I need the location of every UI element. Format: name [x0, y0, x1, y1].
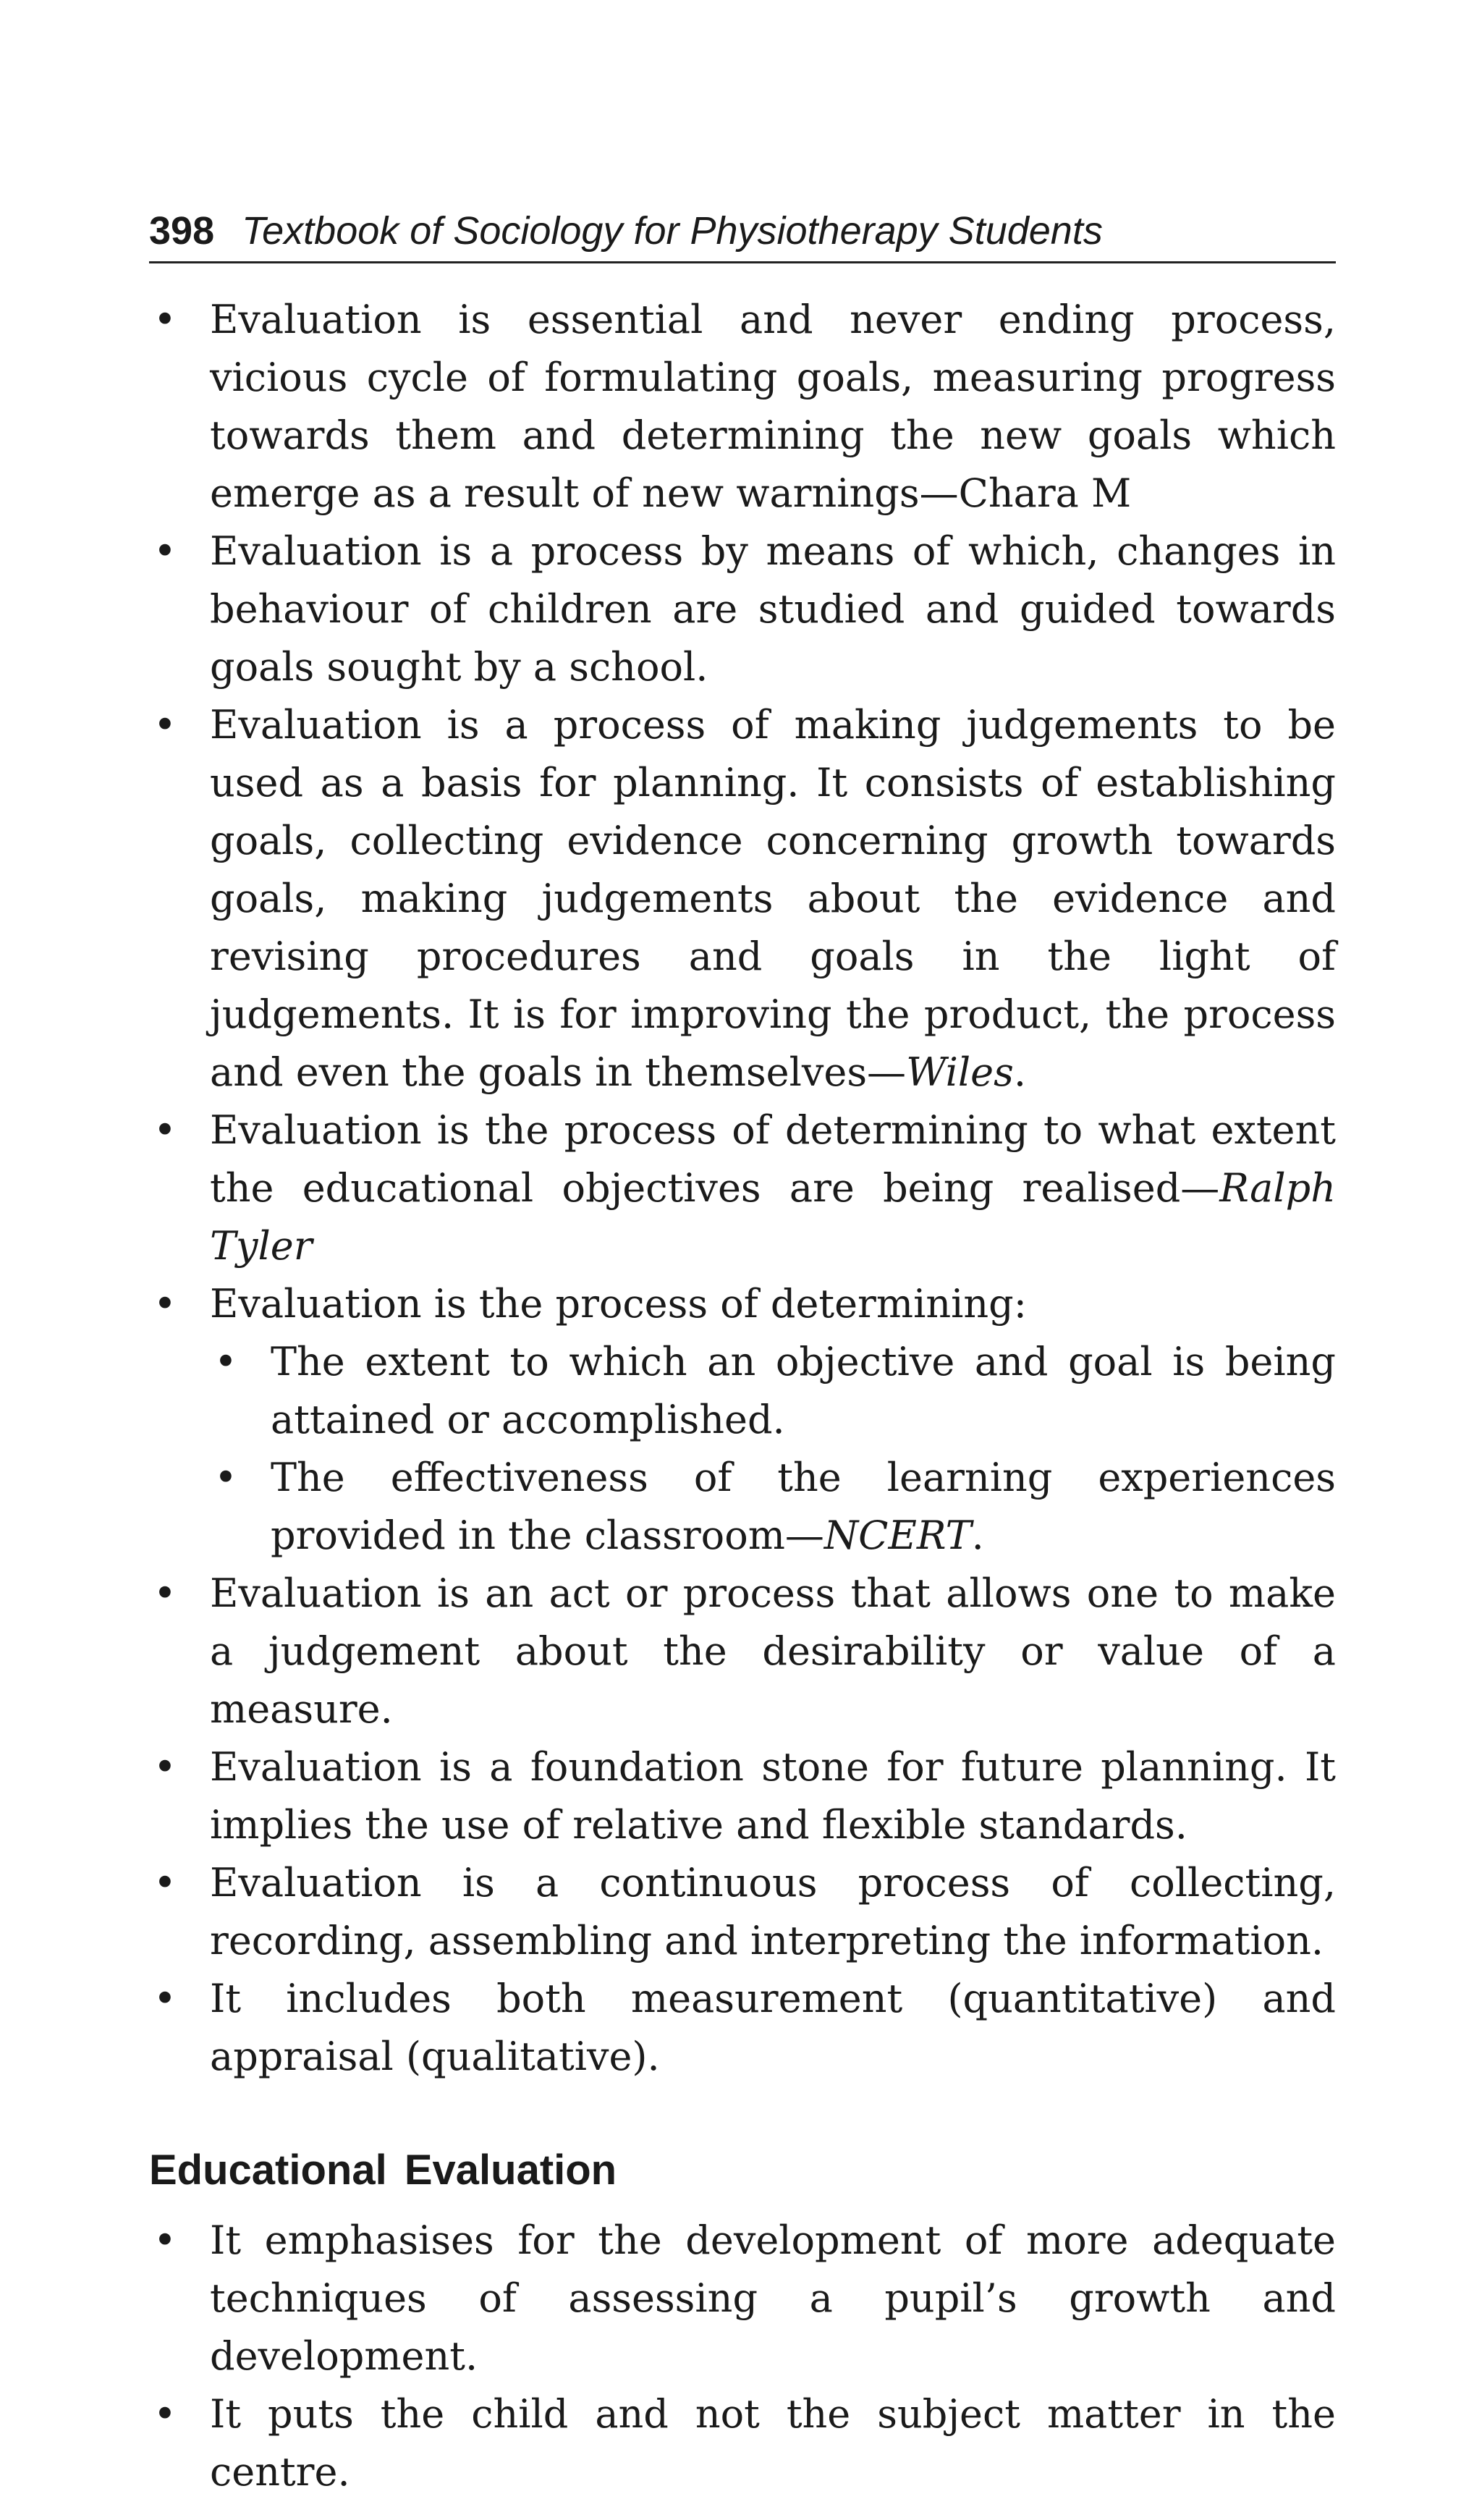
- bullet-icon: •: [214, 1339, 237, 1385]
- bullet-icon: •: [153, 528, 177, 575]
- list-item: [149, 1565, 1336, 1738]
- list-item-text: Evaluation is a process of making judgements to be used as a basis for planning. It consists of establishing goals, collecting evidence concerning growth towards goals, making judgements about the evidence and revising procedures and goals in the light of judgements. It is for improving the product, the process and even the goals in themselves—: [210, 702, 1336, 1096]
- list-item-text: It emphasises for the development of more adequate techniques of assessing a pupil’s growth and development.: [210, 2217, 1336, 2380]
- bullet-icon: •: [153, 1107, 177, 1154]
- list-item-text: Evaluation is essential and never ending process, vicious cycle of formulating goals, measuring progress towards them and determining the new goals which emerge as a result of new warnings—Chara M: [210, 297, 1336, 517]
- bullet-icon: •: [153, 1976, 177, 2022]
- sub-list-item-text: The effectiveness of the learning experiences provided in the classroom—: [271, 1455, 1336, 1559]
- book-page: [149, 210, 1336, 2501]
- list-item: [149, 1275, 1336, 1565]
- page-number: 398: [149, 209, 215, 253]
- quote-author: Wiles: [906, 1049, 1014, 1096]
- quote-author: NCERT: [823, 1513, 972, 1559]
- list-item-text: It puts the child and not the subject matter in the centre.: [210, 2391, 1336, 2495]
- bullet-icon: •: [153, 702, 177, 748]
- list-item-text: Evaluation is a process by means of which, changes in behaviour of children are studied and guided towards goals sought by a school.: [210, 528, 1336, 690]
- section-heading: Educational Evaluation: [149, 2147, 617, 2194]
- list-item-text: Evaluation is a continuous process of collecting, recording, assembling and interpreting the information.: [210, 1860, 1336, 1964]
- list-item-text: Evaluation is the process of determining to what extent the educational objectives are being realised—: [210, 1107, 1336, 1212]
- bullet-icon: •: [153, 1860, 177, 1906]
- book-title: Textbook of Sociology for Physiotherapy Students: [242, 209, 1103, 253]
- bullet-icon: •: [153, 1744, 177, 1790]
- definitions-list: [149, 291, 1336, 2086]
- bullet-icon: •: [153, 2217, 177, 2264]
- body-text: [149, 291, 1336, 2501]
- running-header: [149, 210, 1336, 263]
- list-item: [149, 2385, 1336, 2501]
- bullet-icon: •: [153, 2391, 177, 2437]
- sub-list-item-text: The extent to which an objective and goal is being attained or accomplished.: [271, 1339, 1336, 1443]
- list-item-text: Evaluation is a foundation stone for future planning. It implies the use of relative and flexible standards.: [210, 1744, 1336, 1848]
- list-item-text: Evaluation is the process of determining:: [210, 1281, 1027, 1327]
- list-item: [149, 1102, 1336, 1275]
- sub-list-item: [210, 1449, 1336, 1565]
- list-item-text: Evaluation is an act or process that allows one to make a judgement about the desirability or value of a measure.: [210, 1570, 1336, 1733]
- punctuation: .: [971, 1513, 984, 1559]
- list-item: [149, 1738, 1336, 1854]
- bullet-icon: •: [153, 297, 177, 343]
- list-item: [149, 2212, 1336, 2385]
- bullet-icon: •: [153, 1570, 177, 1617]
- punctuation: .: [1013, 1049, 1026, 1096]
- list-item: [149, 1854, 1336, 1970]
- sub-list: [210, 1333, 1336, 1565]
- list-item: [149, 696, 1336, 1102]
- list-item: [149, 1970, 1336, 2086]
- sub-list-item: [210, 1333, 1336, 1449]
- bullet-icon: •: [214, 1455, 237, 1501]
- bullet-icon: •: [153, 1281, 177, 1327]
- list-item: [149, 523, 1336, 696]
- list-item-text: It includes both measurement (quantitative) and appraisal (qualitative).: [210, 1976, 1336, 2080]
- educational-evaluation-list: [149, 2212, 1336, 2501]
- quote-author: Ralph Tyler: [210, 1165, 1336, 1269]
- list-item: [149, 291, 1336, 523]
